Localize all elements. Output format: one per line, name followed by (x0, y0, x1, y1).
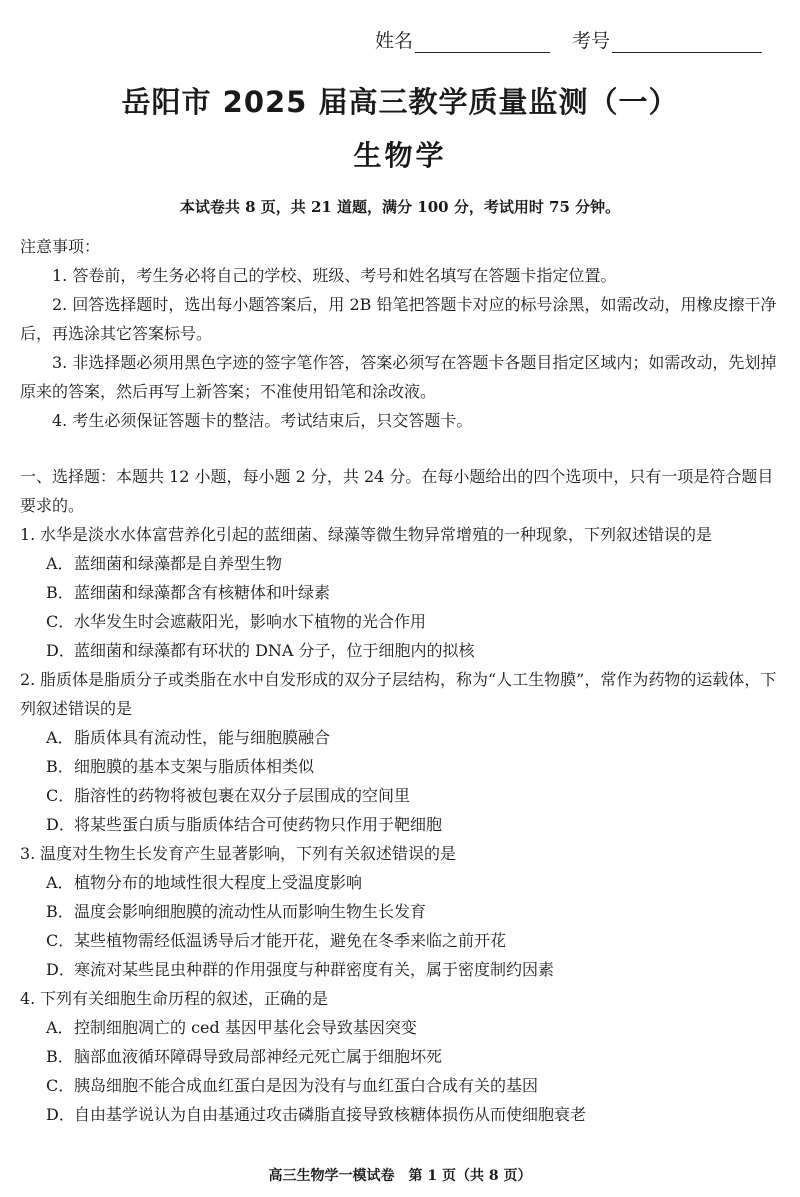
question-text: 脂质体是脂质分子或类脂在水中自发形成的双分子层结构，称为“人工生物膜”，常作为药物的运载体，下列叙述错误的是 (20, 670, 777, 718)
id-label: 考号 (572, 30, 611, 52)
question-number: 1. (20, 525, 36, 544)
question-4 (20, 984, 785, 1129)
note-item: 2. 回答选择题时，选出每小题答案后，用 2B 铅笔把答题卡对应的标号涂黑，如需改动，用橡皮擦干净后，再选涂其它答案标号。 (20, 295, 777, 343)
option-a: A．控制细胞凋亡的 ced 基因甲基化会导致基因突变 (46, 1018, 417, 1037)
question-text: 温度对生物生长发育产生显著影响，下列有关叙述错误的是 (40, 844, 457, 863)
id-field (572, 26, 762, 53)
choice-section (20, 462, 785, 1129)
question-stem (20, 520, 785, 549)
exam-info: 本试卷共 8 页，共 21 道题，满分 100 分，考试用时 75 分钟。 (179, 198, 621, 216)
question-number: 4. (20, 989, 36, 1008)
question-text: 水华是淡水水体富营养化引起的蓝细菌、绿藻等微生物异常增殖的一种现象，下列叙述错误的是 (40, 525, 713, 544)
question-number: 3. (20, 844, 36, 863)
option-c: C．脂溶性的药物将被包裹在双分子层围成的空间里 (46, 786, 411, 805)
option-b: B．脑部血液循环障碍导致局部神经元死亡属于细胞坏死 (46, 1047, 443, 1066)
question-number: 2. (20, 670, 36, 689)
section-heading: 一、选择题：本题共 12 小题，每小题 2 分，共 24 分。在每小题给出的四个选项中，只有一项是符合题目要求的。 (20, 467, 774, 515)
exam-title: 岳阳市 2025 届高三教学质量监测（一） (121, 85, 679, 119)
name-field (375, 26, 550, 53)
name-blank-line (415, 34, 550, 53)
question-stem (20, 665, 785, 723)
question-text: 下列有关细胞生命历程的叙述，正确的是 (40, 989, 329, 1008)
option-c: C．胰岛细胞不能合成血红蛋白是因为没有与血红蛋白合成有关的基因 (46, 1076, 539, 1095)
subject-title: 生物学 (353, 139, 447, 172)
option-c: C．水华发生时会遮蔽阳光，影响水下植物的光合作用 (46, 612, 427, 631)
name-label: 姓名 (375, 30, 414, 52)
note-item: 1. 答卷前，考生务必将自己的学校、班级、考号和姓名填写在答题卡指定位置。 (52, 266, 617, 285)
question-stem (20, 839, 785, 868)
note-item: 3. 非选择题必须用黑色字迹的签字笔作答，答案必须写在答题卡各题目指定区域内；如需改动，先划掉原来的答案，然后再写上新答案；不准使用铅笔和涂改液。 (20, 353, 777, 401)
candidate-fields (375, 26, 785, 53)
option-d: D．蓝细菌和绿藻都有环状的 DNA 分子，位于细胞内的拟核 (46, 641, 475, 660)
id-blank-line (612, 34, 762, 53)
option-a: A．蓝细菌和绿藻都是自养型生物 (46, 554, 283, 573)
option-b: B．温度会影响细胞膜的流动性从而影响生物生长发育 (46, 902, 427, 921)
note-item: 4. 考生必须保证答题卡的整洁。考试结束后，只交答题卡。 (52, 411, 473, 430)
question-stem (20, 984, 785, 1013)
option-b: B．细胞膜的基本支架与脂质体相类似 (46, 757, 315, 776)
notes-title: 注意事项： (20, 237, 101, 256)
option-d: D．寒流对某些昆虫种群的作用强度与种群密度有关，属于密度制约因素 (46, 960, 555, 979)
option-b: B．蓝细菌和绿藻都含有核糖体和叶绿素 (46, 583, 331, 602)
option-d: D．自由基学说认为自由基通过攻击磷脂直接导致核糖体损伤从而使细胞衰老 (46, 1105, 587, 1124)
question-3 (20, 839, 785, 984)
question-2 (20, 665, 785, 839)
option-a: A．植物分布的地域性很大程度上受温度影响 (46, 873, 363, 892)
option-c: C．某些植物需经低温诱导后才能开花，避免在冬季来临之前开花 (46, 931, 507, 950)
option-a: A．脂质体具有流动性，能与细胞膜融合 (46, 728, 331, 747)
question-1 (20, 520, 785, 665)
page-footer: 高三生物学一模试卷 第 1 页（共 8 页） (268, 1168, 532, 1184)
notes-block (20, 232, 785, 435)
option-d: D．将某些蛋白质与脂质体结合可使药物只作用于靶细胞 (46, 815, 443, 834)
